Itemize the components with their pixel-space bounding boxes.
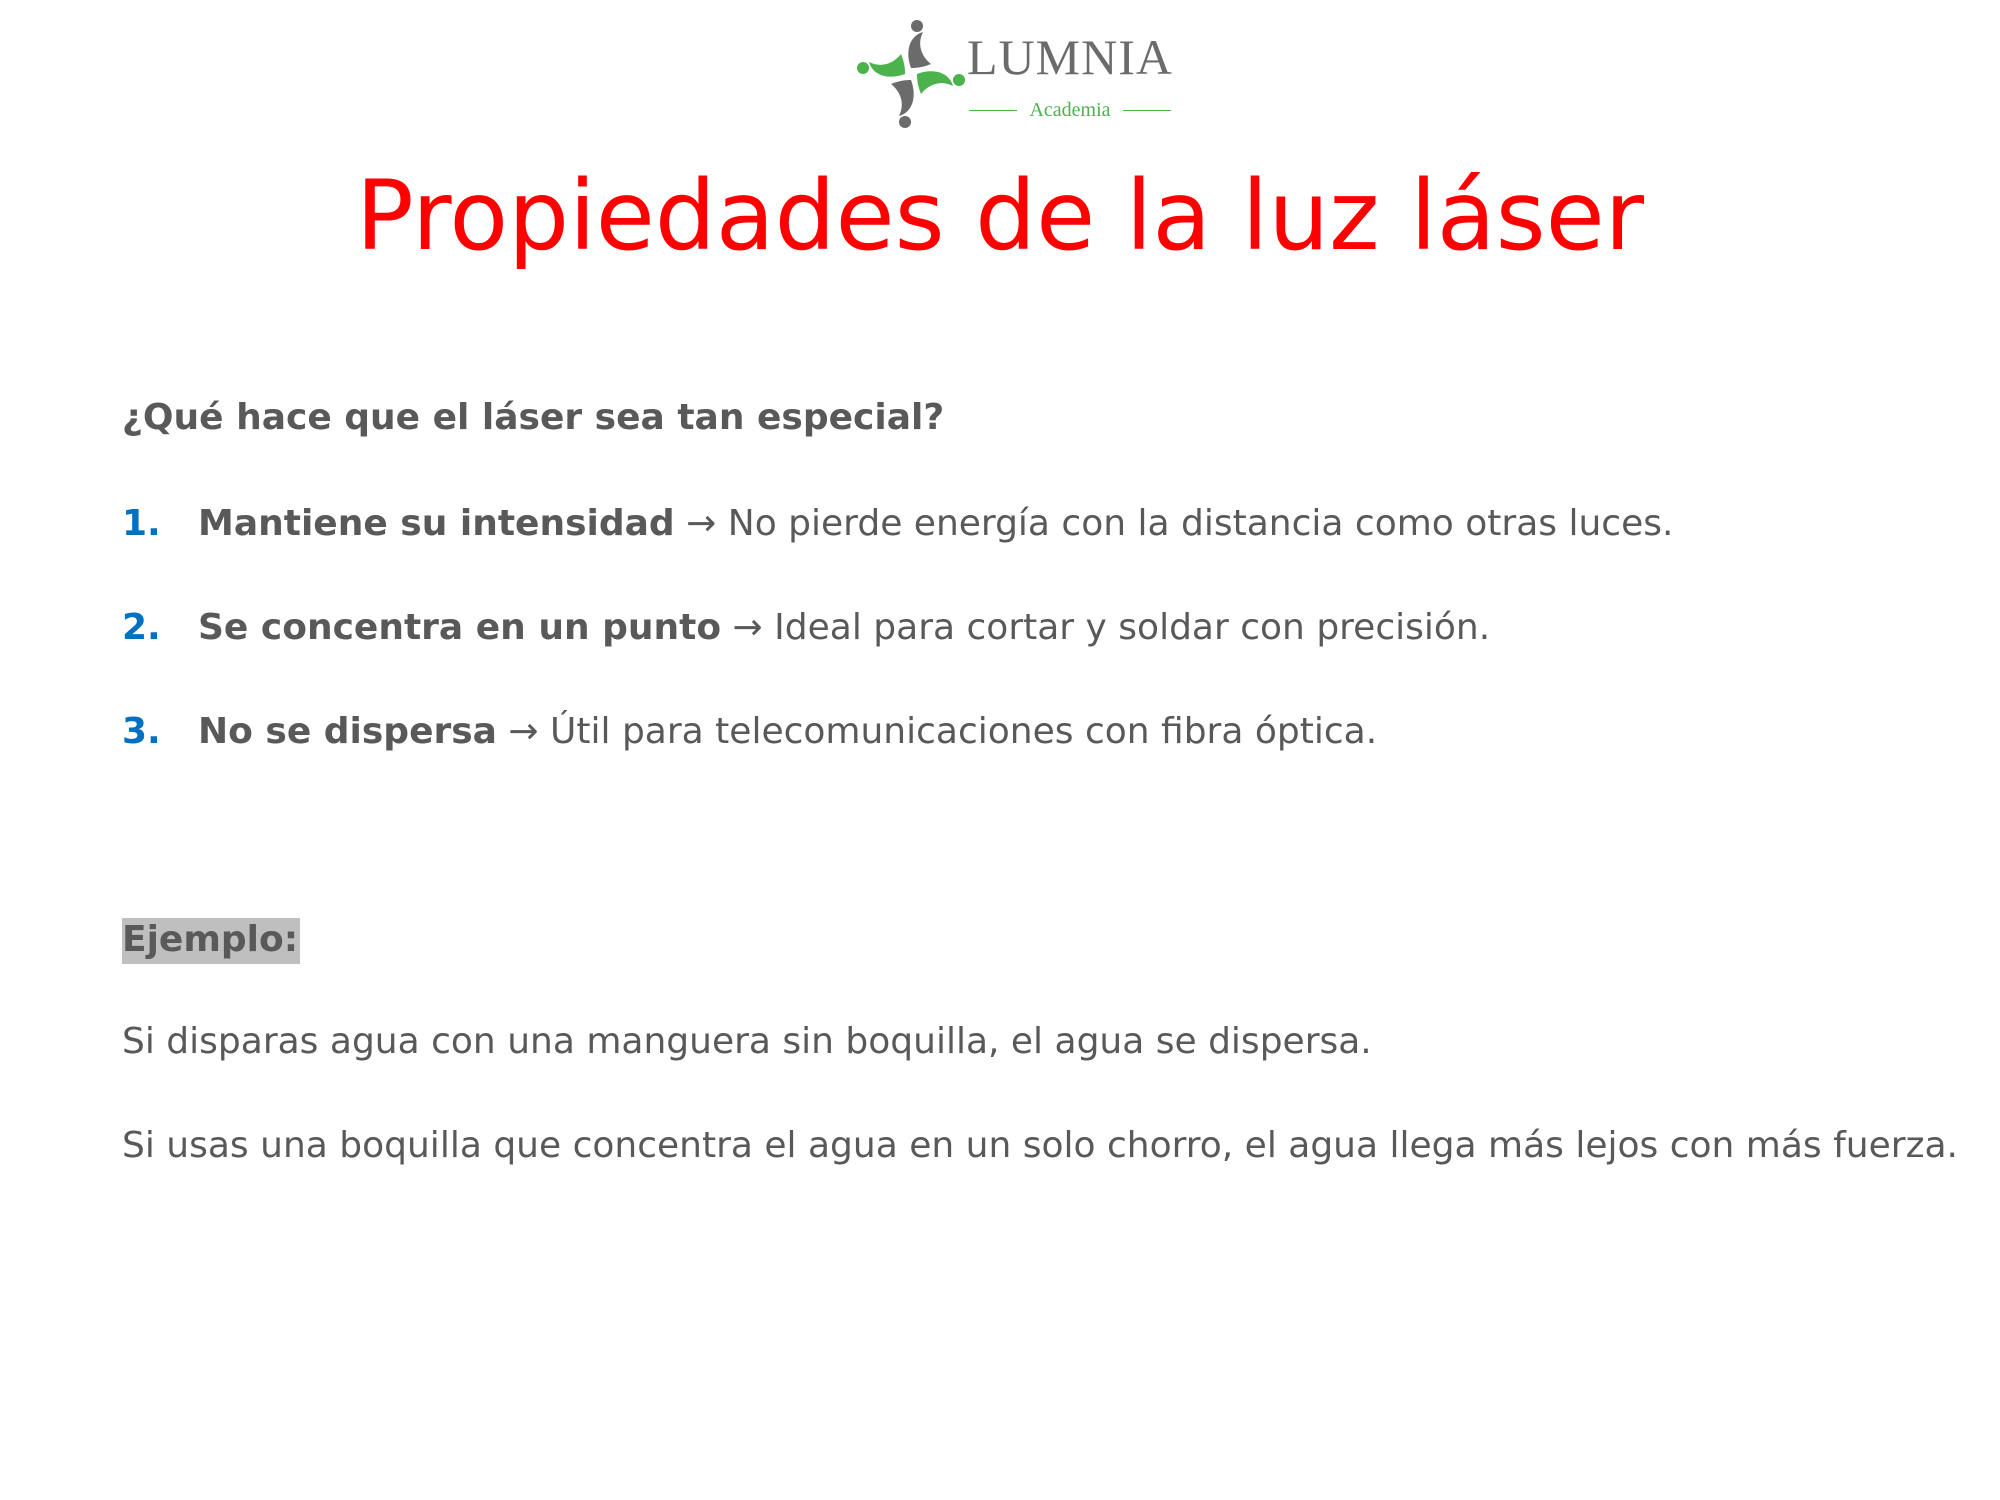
subtitle-rule-right — [1123, 110, 1171, 111]
brand-subtitle — [969, 100, 1171, 120]
arrow-icon: → — [508, 711, 539, 752]
arrow-icon: → — [732, 607, 763, 648]
example-paragraph-2: Si usas una boquilla que concentra el agua en un solo chorro, el agua llega más lejos con más fuerza. — [122, 1125, 1958, 1166]
property-item-1 — [122, 503, 1674, 544]
list-number: 1. — [122, 503, 161, 544]
property-term: No se dispersa — [198, 711, 497, 752]
property-item-2 — [122, 607, 1491, 648]
property-term: Se concentra en un punto — [198, 607, 722, 648]
intro-question: ¿Qué hace que el láser sea tan especial? — [122, 397, 945, 438]
property-item-3 — [122, 711, 1378, 752]
property-description: Útil para telecomunicaciones con fibra óptica. — [550, 711, 1378, 752]
lumnia-logo — [855, 18, 1175, 130]
page-title: Propiedades de la luz láser — [355, 160, 1645, 272]
arrow-icon: → — [686, 503, 717, 544]
subtitle-rule-left — [969, 110, 1017, 111]
example-label: Ejemplo: — [122, 918, 300, 964]
brand-name: LUMNIA — [967, 29, 1173, 85]
property-description: Ideal para cortar y soldar con precisión. — [774, 607, 1491, 648]
list-number: 3. — [122, 711, 161, 752]
brand-subtitle-text: Academia — [1029, 99, 1111, 121]
example-paragraph-1: Si disparas agua con una manguera sin boquilla, el agua se dispersa. — [122, 1021, 1372, 1062]
list-number: 2. — [122, 607, 161, 648]
property-description: No pierde energía con la distancia como otras luces. — [727, 503, 1674, 544]
property-term: Mantiene su intensidad — [198, 503, 675, 544]
lumnia-emblem-icon — [855, 18, 967, 130]
